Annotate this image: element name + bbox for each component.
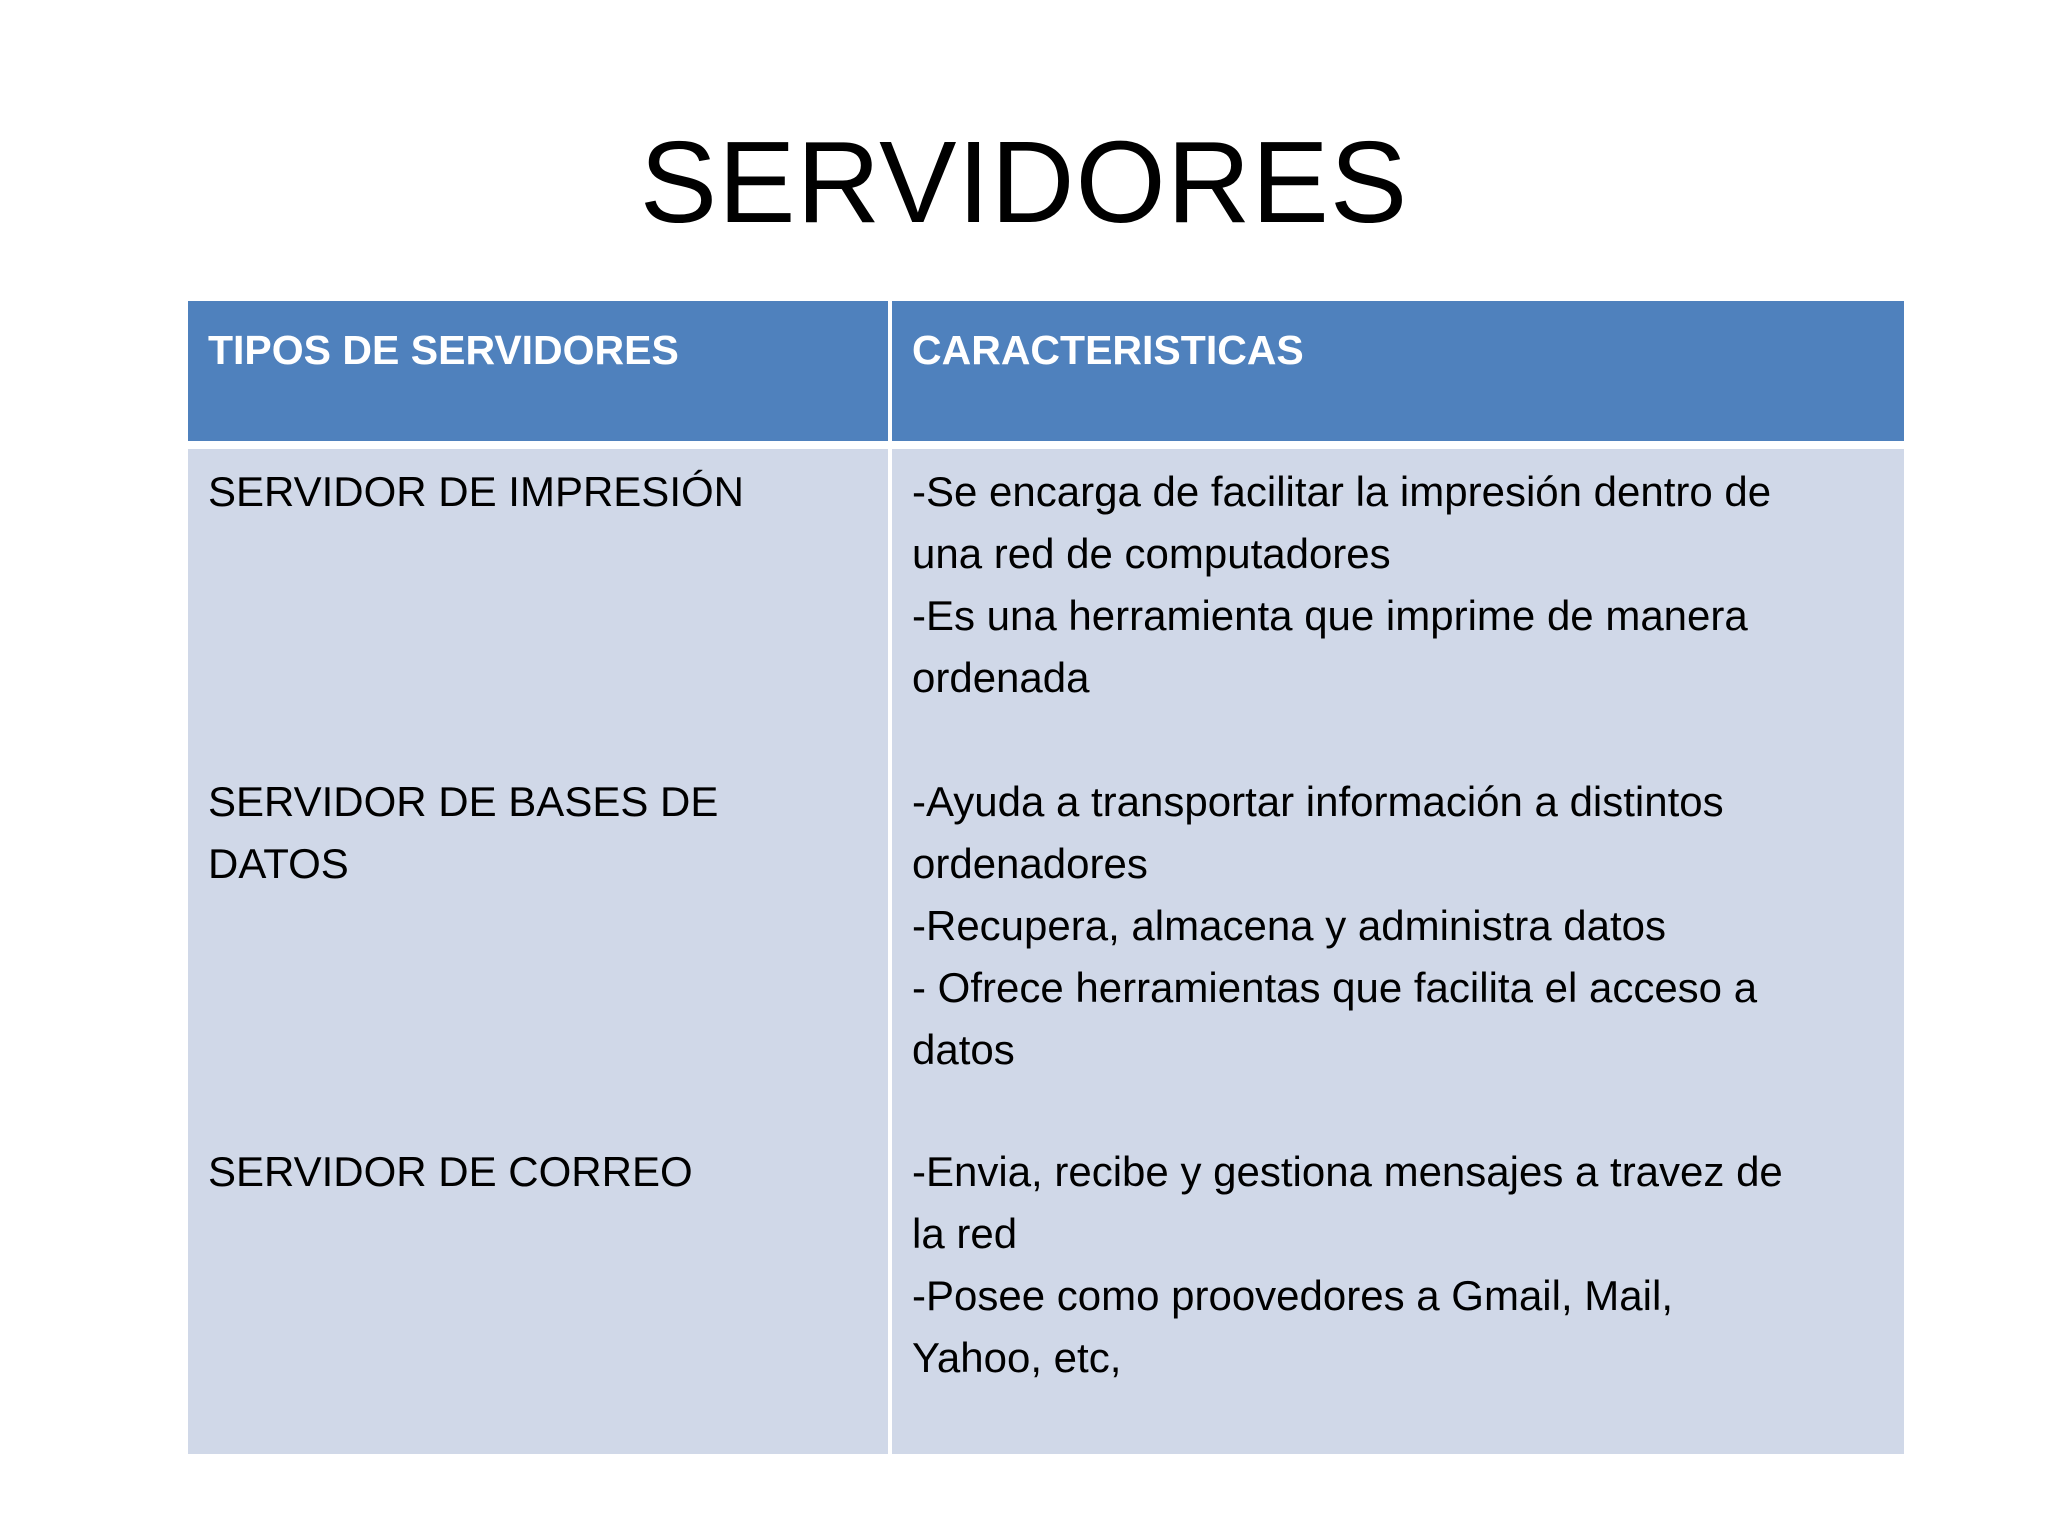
feature-line: -Ayuda a transportar información a distintos (912, 778, 1724, 825)
feature-line: ordenada (912, 654, 1090, 701)
feature-line: -Se encarga de facilitar la impresión dentro de (912, 468, 1772, 515)
type-cell-impresion: SERVIDOR DE IMPRESIÓN (208, 468, 744, 515)
feature-line: la red (912, 1210, 1018, 1257)
feature-line: -Posee como proovedores a Gmail, Mail, (912, 1272, 1673, 1319)
types-column (188, 449, 888, 1454)
header-caracteristicas: CARACTERISTICAS (892, 301, 1904, 441)
feature-line: - Ofrece herramientas que facilita el acceso a (912, 964, 1758, 1011)
feature-line: una red de computadores (912, 530, 1391, 577)
features-correo (912, 1141, 1884, 1389)
feature-line: ordenadores (912, 840, 1148, 887)
feature-line: Yahoo, etc, (912, 1334, 1122, 1381)
type-cell-correo: SERVIDOR DE CORREO (208, 1148, 693, 1195)
features-bases-de-datos (912, 771, 1884, 1081)
feature-line: -Envia, recibe y gestiona mensajes a travez de (912, 1148, 1783, 1195)
header-tipos: TIPOS DE SERVIDORES (188, 301, 888, 441)
servers-table (188, 301, 1904, 1454)
features-column (892, 449, 1904, 1454)
slide-title: SERVIDORES (639, 117, 1409, 247)
type-cell-bases-de-datos: SERVIDOR DE BASES DE DATOS (208, 778, 719, 887)
feature-line: -Recupera, almacena y administra datos (912, 902, 1667, 949)
features-impresion (912, 461, 1884, 709)
feature-line: datos (912, 1026, 1015, 1073)
feature-line: -Es una herramienta que imprime de manera (912, 592, 1748, 639)
